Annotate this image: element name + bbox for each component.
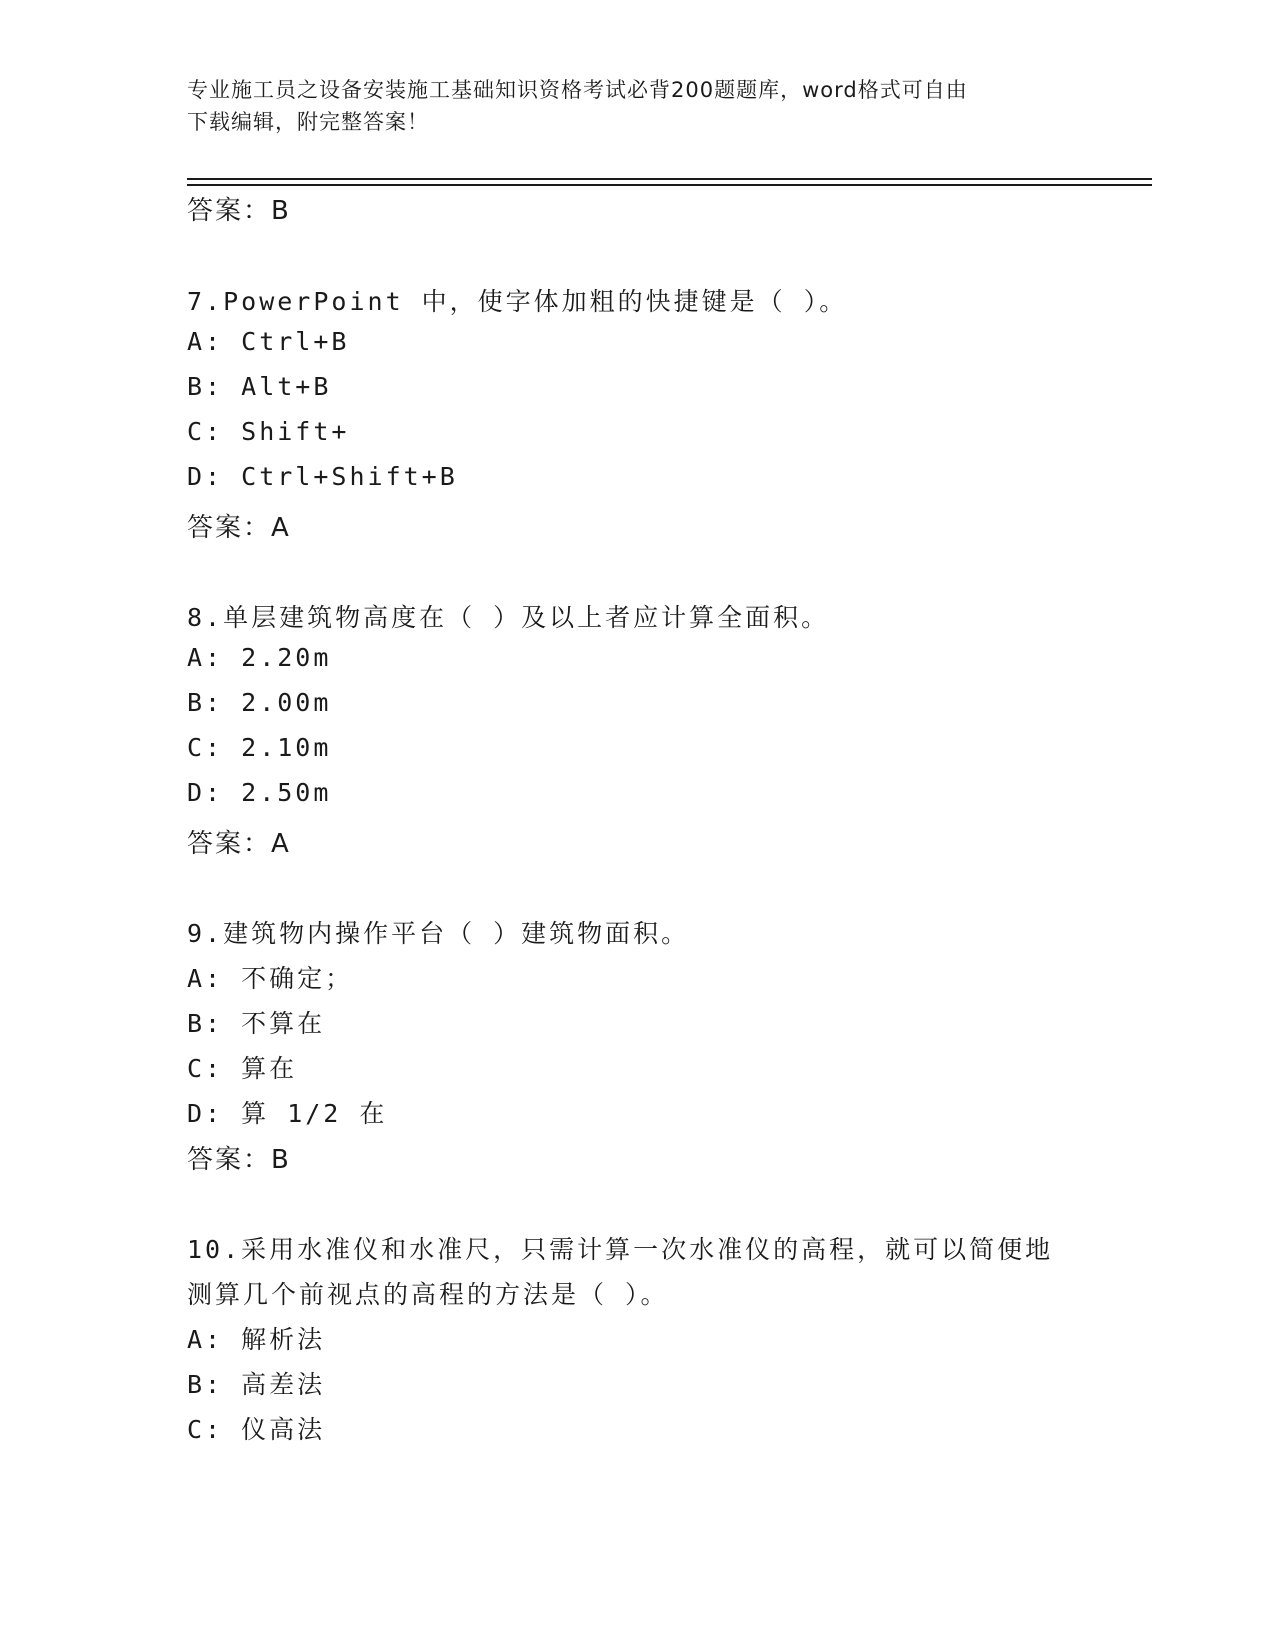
question-10-stem-line-1: 10.采用水准仪和水准尺，只需计算一次水准仪的高程，就可以简便地: [187, 1235, 1054, 1264]
question-8-option-d: D: 2.50m: [187, 778, 332, 807]
question-10-stem-line-2: 测算几个前视点的高程的方法是（ ）。: [187, 1280, 669, 1309]
question-9-option-d: D: 算 1/2 在: [187, 1099, 388, 1128]
question-9-answer: 答案：B: [187, 1145, 291, 1175]
question-9-option-a: A: 不确定；: [187, 964, 354, 993]
document-header: [187, 74, 1087, 138]
question-7-option-b: B: Alt+B: [187, 372, 332, 401]
question-8-stem: 8.单层建筑物高度在（ ）及以上者应计算全面积。: [187, 603, 830, 632]
question-7-answer: 答案：A: [187, 513, 291, 543]
header-line-1: 专业施工员之设备安装施工基础知识资格考试必背200题题库，word格式可自由: [187, 78, 968, 102]
question-7-option-c: C: Shift+: [187, 417, 350, 446]
question-9-stem: 9.建筑物内操作平台（ ）建筑物面积。: [187, 919, 690, 948]
question-7-option-a: A: Ctrl+B: [187, 327, 350, 356]
question-8-answer: 答案：A: [187, 829, 291, 859]
question-10-option-c: C: 仪高法: [187, 1415, 326, 1444]
header-divider-top: [187, 178, 1152, 180]
question-8-option-a: A: 2.20m: [187, 643, 332, 672]
question-10-option-a: A: 解析法: [187, 1325, 326, 1354]
previous-answer: 答案：B: [187, 196, 291, 226]
question-9-option-b: B: 不算在: [187, 1009, 326, 1038]
question-7-option-d: D: Ctrl+Shift+B: [187, 462, 458, 491]
header-line-2: 下载编辑，附完整答案！: [187, 110, 429, 134]
question-8-option-b: B: 2.00m: [187, 688, 332, 717]
question-8-option-c: C: 2.10m: [187, 733, 332, 762]
question-10-option-b: B: 高差法: [187, 1370, 326, 1399]
question-9-option-c: C: 算在: [187, 1054, 298, 1083]
question-7-stem: 7.PowerPoint 中，使字体加粗的快捷键是（ ）。: [187, 287, 848, 316]
header-divider-bottom: [187, 184, 1152, 186]
